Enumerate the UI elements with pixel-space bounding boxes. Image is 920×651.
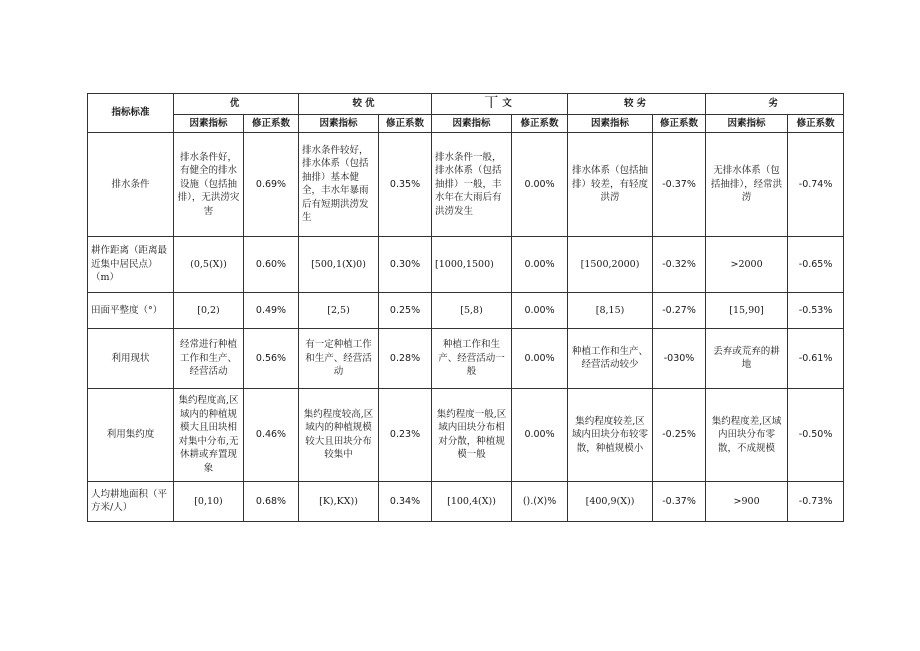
coef-cell: -0.65% xyxy=(788,236,844,292)
coef-cell: 0.46% xyxy=(244,388,299,481)
coef-cell: 0.56% xyxy=(244,328,299,388)
subheader-row xyxy=(88,114,844,132)
factor-cell: (0,5(X)) xyxy=(174,236,244,292)
indicator-cell: 利用集约度 xyxy=(88,388,174,481)
factor-cell: 经常进行种植工作和生产、经营活动 xyxy=(174,328,244,388)
table-row xyxy=(88,132,844,236)
coef-cell: 0.00% xyxy=(512,388,568,481)
factor-cell: 集约程度较高,区域内的种植规模较大且田块分布较集中 xyxy=(299,388,379,481)
coef-cell: 0.00% xyxy=(512,328,568,388)
subheader-factor: 因素指标 xyxy=(706,114,788,132)
factor-cell: 排水条件较好，排水体系（包括抽排）基本健全，丰水年暴雨后有短期洪涝发生 xyxy=(299,132,379,236)
coef-cell: -0.27% xyxy=(653,292,706,328)
subheader-coef: 修正系数 xyxy=(788,114,844,132)
coef-cell: 0.69% xyxy=(244,132,299,236)
coef-cell: -0.37% xyxy=(653,481,706,521)
grade-header-medium-glyph: 丅 xyxy=(484,95,499,111)
grade-header-medium-label: 文 xyxy=(502,98,515,109)
grade-header-fair: 较劣 xyxy=(568,94,706,115)
coef-cell: -0.74% xyxy=(788,132,844,236)
table-row xyxy=(88,328,844,388)
factor-cell: [5,8) xyxy=(432,292,512,328)
table-row xyxy=(88,292,844,328)
table-row xyxy=(88,236,844,292)
factor-cell: [1000,1500) xyxy=(432,236,512,292)
factor-cell: 集约程度较差,区域内田块分布较零散，种植规模小 xyxy=(568,388,653,481)
factor-cell: 排水条件好，有健全的排水设施（包括抽排），无洪涝灾害 xyxy=(174,132,244,236)
factor-cell: 有一定种植工作和生产、经营活动 xyxy=(299,328,379,388)
coef-cell: 0.60% xyxy=(244,236,299,292)
coef-cell: 0.00% xyxy=(512,132,568,236)
factor-cell: >2000 xyxy=(706,236,788,292)
indicator-cell: 人均耕地面积（平方米/人） xyxy=(88,481,174,521)
indicator-cell: 排水条件 xyxy=(88,132,174,236)
grade-header-row xyxy=(88,94,844,115)
factor-cell: [100,4(X)) xyxy=(432,481,512,521)
factor-cell: [2,5) xyxy=(299,292,379,328)
factor-cell: 排水条件一般，排水体系（包括抽排）一般，丰水年在大雨后有洪涝发生 xyxy=(432,132,512,236)
land-correction-table xyxy=(87,93,844,522)
coef-cell: -0.37% xyxy=(653,132,706,236)
factor-cell: 集约程度高,区域内的种植规模大且田块相对集中分布,无休耕或弃置现象 xyxy=(174,388,244,481)
factor-cell: [8,15) xyxy=(568,292,653,328)
factor-cell: [K),KX)) xyxy=(299,481,379,521)
grade-header-poor: 劣 xyxy=(706,94,844,115)
subheader-factor: 因素指标 xyxy=(299,114,379,132)
coef-cell: 0.68% xyxy=(244,481,299,521)
factor-cell: [0,2) xyxy=(174,292,244,328)
grade-header-medium xyxy=(432,94,568,115)
coef-cell: 0.34% xyxy=(379,481,432,521)
coef-cell: 0.30% xyxy=(379,236,432,292)
factor-cell: 种植工作和生产、经营活动较少 xyxy=(568,328,653,388)
subheader-factor: 因素指标 xyxy=(174,114,244,132)
table-row xyxy=(88,388,844,481)
subheader-coef: 修正系数 xyxy=(512,114,568,132)
coef-cell: -0.50% xyxy=(788,388,844,481)
coef-cell: ().(X)% xyxy=(512,481,568,521)
coef-cell: 0.00% xyxy=(512,292,568,328)
factor-cell: [15,90] xyxy=(706,292,788,328)
factor-cell: [0,10) xyxy=(174,481,244,521)
indicator-cell: 田面平整度（°） xyxy=(88,292,174,328)
grade-header-excellent: 优 xyxy=(174,94,299,115)
factor-cell: 集约程度一般,区域内田块分布相对分散，种植规模一般 xyxy=(432,388,512,481)
subheader-coef: 修正系数 xyxy=(244,114,299,132)
factor-cell: >900 xyxy=(706,481,788,521)
coef-cell: -0.53% xyxy=(788,292,844,328)
factor-cell: 种植工作和生产、经营活动一般 xyxy=(432,328,512,388)
subheader-coef: 修正系数 xyxy=(653,114,706,132)
subheader-factor: 因素指标 xyxy=(432,114,512,132)
table-body xyxy=(88,132,844,521)
coef-cell: 0.49% xyxy=(244,292,299,328)
factor-cell: [500,1(X)0) xyxy=(299,236,379,292)
table-row xyxy=(88,481,844,521)
coef-cell: 0.00% xyxy=(512,236,568,292)
factor-cell: 丢弃或荒弃的耕地 xyxy=(706,328,788,388)
factor-cell: 集约程度差,区域内田块分布零散，不成规模 xyxy=(706,388,788,481)
coef-cell: 0.28% xyxy=(379,328,432,388)
factor-cell: [400,9(X)) xyxy=(568,481,653,521)
grade-header-good: 较优 xyxy=(299,94,432,115)
factor-cell: 无排水体系（包括抽排），经常洪涝 xyxy=(706,132,788,236)
factor-cell: 排水体系（包括抽排）较差，有轻度洪涝 xyxy=(568,132,653,236)
coef-cell: 0.35% xyxy=(379,132,432,236)
subheader-coef: 修正系数 xyxy=(379,114,432,132)
indicator-cell: 利用现状 xyxy=(88,328,174,388)
coef-cell: -0.61% xyxy=(788,328,844,388)
coef-cell: -0.25% xyxy=(653,388,706,481)
indicator-cell: 耕作距离（距离最近集中居民点）（m） xyxy=(88,236,174,292)
subheader-factor: 因素指标 xyxy=(568,114,653,132)
coef-cell: 0.23% xyxy=(379,388,432,481)
coef-cell: -0.73% xyxy=(788,481,844,521)
coef-cell: -0.32% xyxy=(653,236,706,292)
factor-cell: [1500,2000) xyxy=(568,236,653,292)
coef-cell: -030% xyxy=(653,328,706,388)
coef-cell: 0.25% xyxy=(379,292,432,328)
corner-header: 指标标准 xyxy=(88,94,174,133)
